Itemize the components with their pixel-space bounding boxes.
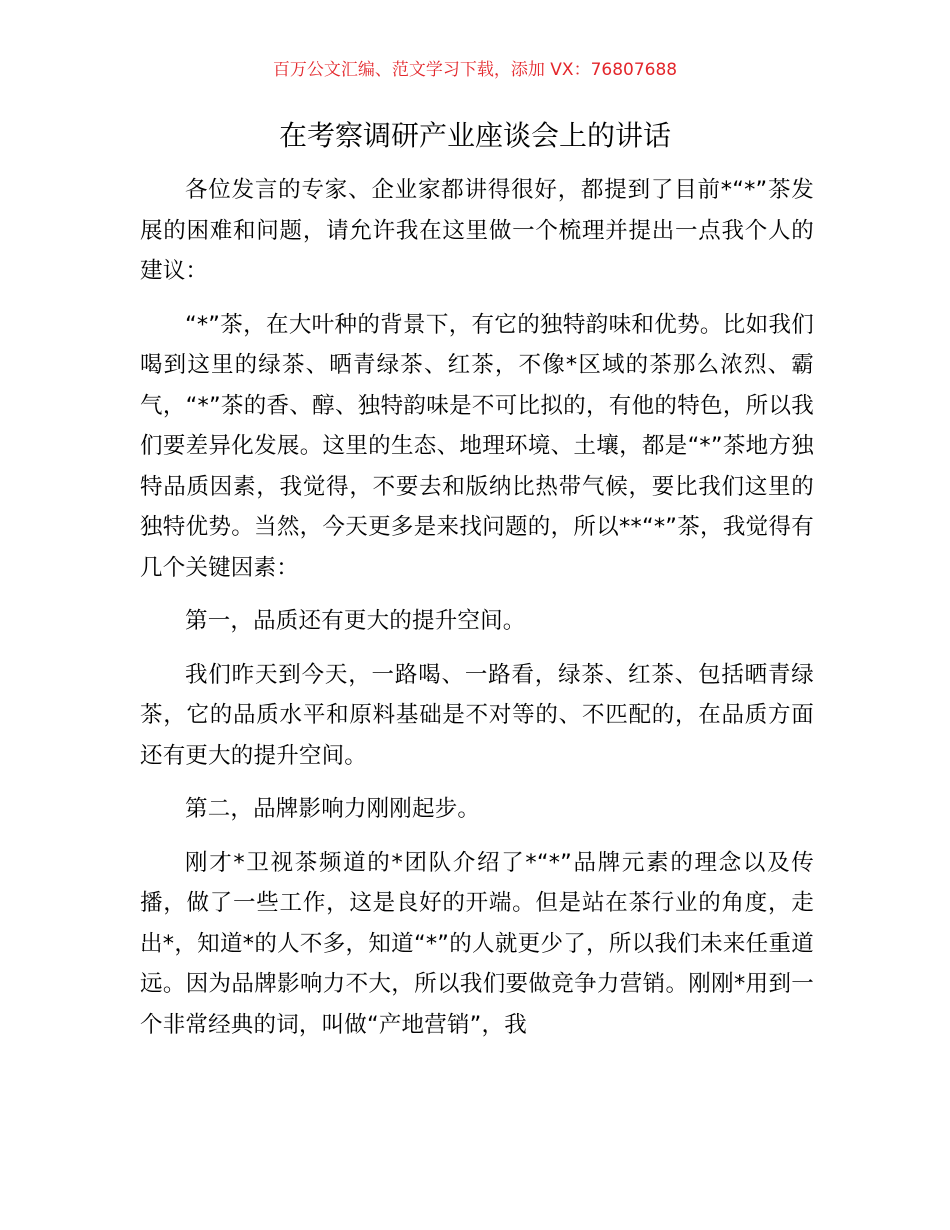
document-body [140, 170, 814, 1058]
paragraph: 刚才*卫视茶频道的*团队介绍了*“*”品牌元素的理念以及传播，做了一些工作，这是良好的开端。但是站在茶行业的角度，走出*，知道*的人不多，知道“*”的人就更少了，所以我们未来任重道远。因为品牌影响力不大，所以我们要做竞争力营销。刚刚*用到一个非常经典的词，叫做“产地营销”，我 [140, 849, 814, 1038]
paragraph: 第一，品质还有更大的提升空间。 [185, 608, 526, 634]
paragraph: 第二，品牌影响力刚刚起步。 [185, 796, 481, 822]
header-watermark: 百万公文汇编、范文学习下载，添加 VX：76807688 [272, 60, 678, 80]
paragraph: 各位发言的专家、企业家都讲得很好，都提到了目前*“*”茶发展的困难和问题，请允许我在这里做一个梳理并提出一点我个人的建议： [140, 177, 814, 284]
paragraph: “*”茶，在大叶种的背景下，有它的独特韵味和优势。比如我们喝到这里的绿茶、晒青绿茶、红茶，不像*区域的茶那么浓烈、霸气，“*”茶的香、醇、独特韵味是不可比拟的，有他的特色，所以我们要差异化发展。这里的生态、地理环境、土壤，都是“*”茶地方独特品质因素，我觉得，不要去和版纳比热带气候，要比我们这里的独特优势。当然，今天更多是来找问题的，所以**“*”茶，我觉得有几个关键因素： [140, 311, 814, 581]
paragraph: 我们昨天到今天，一路喝、一路看，绿茶、红茶、包括晒青绿茶，它的品质水平和原料基础是不对等的、不匹配的，在品质方面还有更大的提升空间。 [140, 661, 814, 769]
document-title: 在考察调研产业座谈会上的讲话 [278, 119, 671, 152]
